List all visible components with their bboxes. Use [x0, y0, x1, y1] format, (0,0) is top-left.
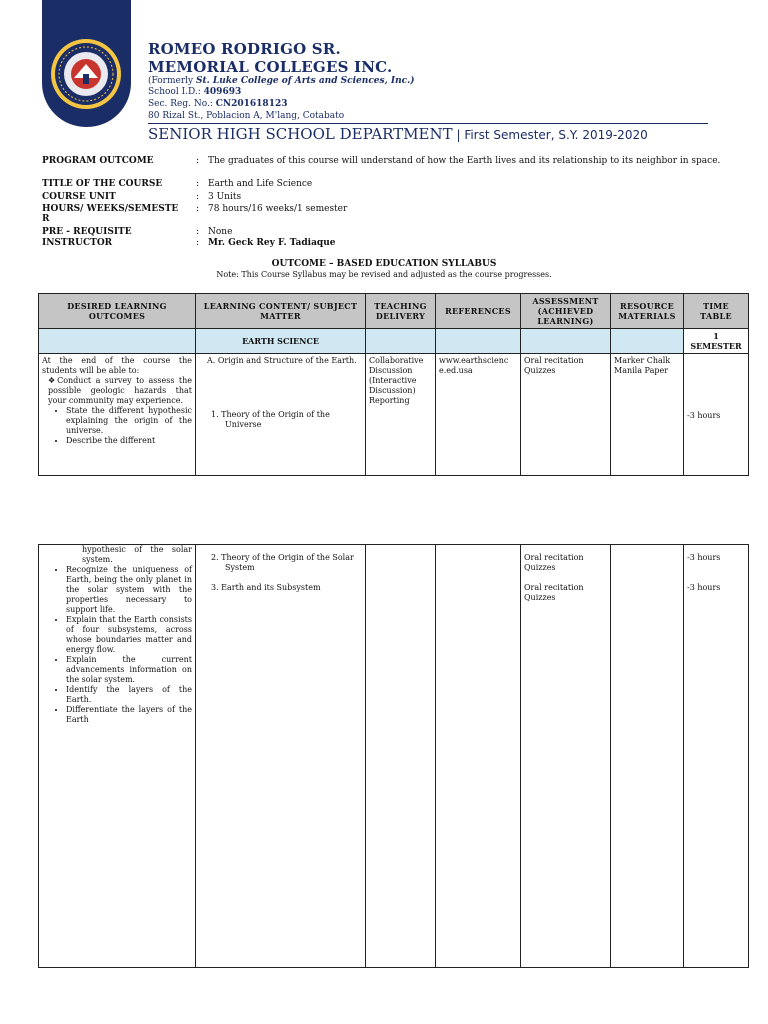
- section-empty: [436, 329, 521, 354]
- colon: :: [196, 192, 200, 202]
- section-empty: [521, 329, 611, 354]
- content-origin-universe: 1. Theory of the Origin of the Universe: [211, 410, 330, 429]
- content-solar-system: 2. Theory of the Origin of the Solar System: [211, 553, 354, 572]
- program-outcome-label: PROGRAM OUTCOME: [42, 156, 154, 166]
- course-unit-value: 3 Units: [208, 192, 242, 202]
- prerequisite-value: None: [208, 227, 233, 237]
- school-name-line2: MEMORIAL COLLEGES INC.: [148, 58, 393, 76]
- header-divider: [148, 123, 708, 124]
- outcome-subsystems: • Explain that the Earth consists of four subsystems, across whose boundaries matter and energy flow.: [66, 615, 192, 655]
- colon: :: [196, 227, 200, 237]
- hours-value: 78 hours/16 weeks/1 semester: [208, 204, 348, 214]
- section-empty: [39, 329, 196, 354]
- address-line: 80 Rizal St., Poblacion A, M'lang, Cotabato: [148, 111, 345, 121]
- syllabus-table-page2: [38, 544, 749, 968]
- header-assessment: ASSESSMENT (ACHIEVED LEARNING): [521, 294, 611, 329]
- content-cell: [196, 545, 366, 968]
- time-cell: [684, 354, 749, 476]
- delivery-cell: [366, 545, 436, 968]
- outcome-continued: hypothesic of the solar system.: [82, 545, 192, 564]
- semester-label: | First Semester, S.Y. 2019-2020: [452, 128, 648, 142]
- outcome-cell: [39, 354, 196, 476]
- resources-cell: [611, 545, 684, 968]
- timetable-sub: 1 SEMESTER: [684, 329, 749, 354]
- school-id-line: [148, 87, 241, 97]
- header-content: LEARNING CONTENT/ SUBJECT MATTER: [196, 294, 366, 329]
- references-cell: [436, 545, 521, 968]
- assessment-value: Oral recitation Quizzes: [524, 553, 584, 572]
- course-unit-label: COURSE UNIT: [42, 192, 116, 202]
- school-id-label: School I.D.:: [148, 87, 204, 97]
- outcome-differentiate-layers: • Differentiate the layers of the Earth: [66, 705, 192, 725]
- assessment-cell: [521, 545, 611, 968]
- formerly-name: St. Luke College of Arts and Sciences, Inc.): [195, 76, 415, 86]
- department-name: SENIOR HIGH SCHOOL DEPARTMENT: [148, 125, 453, 143]
- school-id-value: 409693: [203, 87, 242, 97]
- table-row: [39, 354, 749, 476]
- syllabus-table-page1: [38, 293, 749, 476]
- school-seal-icon: [50, 38, 122, 110]
- header-outcomes: DESIRED LEARNING OUTCOMES: [39, 294, 196, 329]
- outcome-survey: ❖ Conduct a survey to assess the possible geologic hazards that your community may experience.: [48, 376, 192, 406]
- syllabus-note: Note: This Course Syllabus may be revised and adjusted as the course progresses.: [216, 270, 552, 279]
- resources-cell: Marker Chalk Manila Paper: [611, 354, 684, 476]
- colon: :: [196, 179, 200, 189]
- header-timetable: TIME TABLE: [684, 294, 749, 329]
- outcome-uniqueness: • Recognize the uniqueness of Earth, being the only planet in the solar system with the properties necessary to support life.: [66, 565, 192, 615]
- time-value: -3 hours: [687, 553, 721, 562]
- assessment-cell: Oral recitation Quizzes: [521, 354, 611, 476]
- outcome-describe: • Describe the different: [66, 436, 192, 446]
- header-delivery: TEACHING DELIVERY: [366, 294, 436, 329]
- course-title-value: Earth and Life Science: [208, 179, 313, 189]
- delivery-cell: Collaborative Discussion (Interactive Discussion) Reporting: [366, 354, 436, 476]
- colon: :: [196, 204, 200, 214]
- school-name-line1: ROMEO RODRIGO SR.: [148, 40, 341, 58]
- table-header-row: [39, 294, 749, 329]
- prerequisite-label: PRE - REQUISITE: [42, 227, 132, 237]
- time-cell: [684, 545, 749, 968]
- instructor-label: INSTRUCTOR: [42, 238, 113, 248]
- content-cell: [196, 354, 366, 476]
- section-empty: [366, 329, 436, 354]
- sec-reg-value: CN201618123: [215, 99, 288, 109]
- content-earth-subsystem: 3. Earth and its Subsystem: [211, 583, 321, 592]
- outcome-intro: At the end of the course the students will be able to:: [42, 356, 192, 375]
- colon: :: [196, 156, 200, 166]
- sec-reg-label: Sec. Reg. No.:: [148, 99, 216, 109]
- outcome-identify-layers: • Identify the layers of the Earth.: [66, 685, 192, 705]
- references-cell: www.earthscienc e.ed.usa: [436, 354, 521, 476]
- department-title: [148, 125, 648, 143]
- time-value: -3 hours: [687, 411, 721, 420]
- table-row: [39, 545, 749, 968]
- section-row: [39, 329, 749, 354]
- time-value: -3 hours: [687, 583, 721, 592]
- formerly-prefix: (Formerly: [148, 76, 196, 86]
- header-references: REFERENCES: [436, 294, 521, 329]
- sec-reg-line: [148, 99, 287, 109]
- formerly-line: [148, 76, 414, 86]
- assessment-value: Oral recitation Quizzes: [524, 583, 584, 602]
- syllabus-title: OUTCOME – BASED EDUCATION SYLLABUS: [271, 259, 497, 269]
- header-resources: RESOURCE MATERIALS: [611, 294, 684, 329]
- colon: :: [196, 238, 200, 248]
- course-title-label: TITLE OF THE COURSE: [42, 179, 163, 189]
- section-empty: [611, 329, 684, 354]
- outcome-advancements: • Explain the current advancements information on the solar system.: [66, 655, 192, 685]
- school-name: [148, 40, 392, 76]
- outcome-universe: • State the different hypothesic explaining the origin of the universe.: [66, 406, 192, 436]
- outcome-cell: [39, 545, 196, 968]
- section-title: EARTH SCIENCE: [196, 329, 366, 354]
- hours-label: HOURS/ WEEKS/SEMESTE R: [42, 204, 179, 224]
- program-outcome-value: The graduates of this course will understand of how the Earth lives and its relationship to its neighbor in space.: [208, 156, 721, 166]
- content-origin-earth: A. Origin and Structure of the Earth.: [207, 356, 357, 365]
- instructor-value: Mr. Geck Rey F. Tadiaque: [208, 238, 336, 248]
